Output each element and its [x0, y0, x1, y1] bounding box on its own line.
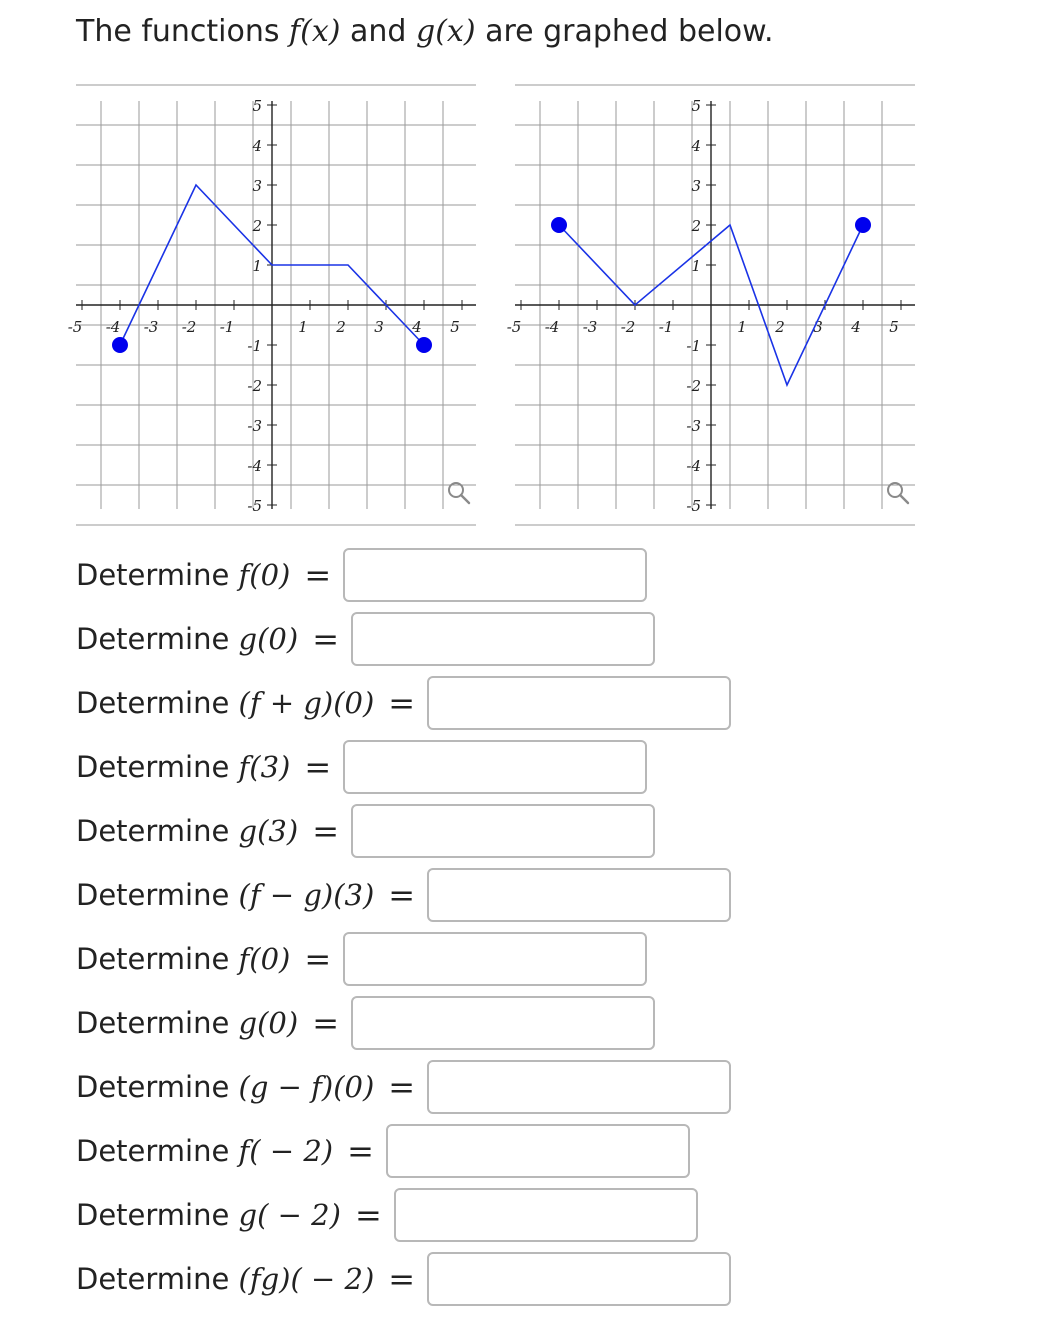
question-prefix: Determine [76, 942, 239, 976]
y-tick-label: 1 [252, 257, 262, 275]
question-row [76, 673, 731, 733]
problem-heading [76, 14, 773, 49]
question-label [76, 750, 290, 784]
answer-input[interactable] [343, 740, 647, 794]
x-tick-label: -2 [181, 318, 197, 336]
question-expression: g(0) [238, 1006, 299, 1040]
y-tick-label: -2 [247, 377, 262, 395]
heading-text-2: and [340, 14, 416, 49]
question-expression: g(3) [238, 814, 299, 848]
question-row [76, 865, 731, 925]
question-prefix: Determine [76, 750, 239, 784]
magnifier-icon[interactable] [449, 483, 469, 503]
question-prefix: Determine [76, 814, 239, 848]
y-tick-label: 1 [691, 257, 701, 275]
y-tick-label: -4 [247, 457, 262, 475]
question-row [76, 929, 647, 989]
x-tick-label: 1 [298, 318, 308, 336]
answer-input[interactable] [351, 612, 655, 666]
answer-input[interactable] [343, 932, 647, 986]
question-row [76, 801, 655, 861]
endpoint-dot [855, 217, 871, 233]
x-tick-label: -1 [219, 318, 235, 336]
question-expression: g(0) [238, 622, 299, 656]
question-row [76, 609, 655, 669]
y-tick-label: -1 [247, 337, 262, 355]
question-label [76, 1006, 298, 1040]
graph-svg[interactable] [506, 95, 915, 515]
question-label [76, 1262, 374, 1296]
question-label [76, 814, 298, 848]
question-expression: (f − g)(3) [238, 878, 375, 912]
answer-input[interactable] [386, 1124, 690, 1178]
question-prefix: Determine [76, 1070, 239, 1104]
answer-input[interactable] [427, 868, 731, 922]
question-label [76, 622, 298, 656]
y-tick-label: -5 [247, 497, 262, 515]
x-tick-label: -3 [582, 318, 598, 336]
y-tick-label: 2 [691, 217, 701, 235]
question-row [76, 1249, 731, 1309]
y-tick-label: 2 [252, 217, 262, 235]
graph-svg[interactable] [67, 95, 476, 515]
question-label [76, 686, 374, 720]
y-tick-label: 4 [691, 137, 701, 155]
endpoint-dot [416, 337, 432, 353]
y-tick-label: -5 [686, 497, 701, 515]
heading-f: f(x) [289, 14, 341, 49]
magnifier-icon[interactable] [888, 483, 908, 503]
answer-input[interactable] [427, 676, 731, 730]
answer-input[interactable] [394, 1188, 698, 1242]
question-prefix: Determine [76, 622, 239, 656]
x-tick-label: -5 [506, 318, 522, 336]
question-expression: (f + g)(0) [238, 686, 375, 720]
equals-sign: = [347, 1132, 374, 1170]
question-label [76, 942, 290, 976]
x-tick-label: 2 [336, 318, 346, 336]
question-prefix: Determine [76, 1006, 239, 1040]
equals-sign: = [354, 1196, 382, 1234]
x-tick-label: 2 [775, 318, 785, 336]
question-expression: (g − f)(0) [238, 1070, 375, 1104]
question-row [76, 993, 655, 1053]
question-prefix: Determine [76, 1262, 239, 1296]
question-expression: g( − 2) [238, 1198, 341, 1232]
y-tick-label: -3 [247, 417, 262, 435]
question-expression: f(0) [238, 942, 291, 976]
graph-f[interactable] [67, 95, 476, 515]
y-tick-label: 5 [691, 97, 701, 115]
question-prefix: Determine [76, 686, 239, 720]
magnifier-handle [900, 495, 908, 503]
question-row [76, 1057, 731, 1117]
equals-sign: = [304, 556, 332, 594]
question-prefix: Determine [76, 1198, 239, 1232]
heading-text-3: are graphed below. [475, 14, 774, 49]
y-tick-label: 5 [252, 97, 262, 115]
equals-sign: = [312, 620, 340, 658]
y-tick-label: 3 [691, 177, 701, 195]
answer-input[interactable] [427, 1252, 731, 1306]
x-tick-label: -4 [544, 318, 560, 336]
x-tick-label: -1 [658, 318, 674, 336]
equals-sign: = [304, 940, 332, 978]
question-row [76, 1185, 698, 1245]
y-tick-label: -1 [686, 337, 701, 355]
answer-input[interactable] [351, 996, 655, 1050]
heading-text-1: The functions [76, 14, 290, 49]
question-label [76, 1070, 374, 1104]
question-expression: f(3) [238, 750, 291, 784]
y-tick-label: 4 [252, 137, 262, 155]
equals-sign: = [388, 684, 416, 722]
endpoint-dot [112, 337, 128, 353]
question-prefix: Determine [76, 1134, 239, 1168]
question-label [76, 558, 290, 592]
magnifier-handle [461, 495, 469, 503]
equals-sign: = [304, 748, 332, 786]
y-tick-label: -2 [686, 377, 701, 395]
question-expression: f( − 2) [238, 1134, 334, 1168]
answer-input[interactable] [343, 548, 647, 602]
answer-input[interactable] [427, 1060, 731, 1114]
equals-sign: = [312, 812, 340, 850]
equals-sign: = [312, 1004, 340, 1042]
equals-sign: = [388, 1068, 416, 1106]
y-tick-label: -3 [686, 417, 701, 435]
x-tick-label: 1 [737, 318, 747, 336]
question-label [76, 1198, 341, 1232]
x-tick-label: 5 [889, 318, 899, 336]
x-tick-label: 4 [851, 318, 861, 336]
question-expression: f(0) [238, 558, 291, 592]
equals-sign: = [388, 876, 416, 914]
question-prefix: Determine [76, 558, 239, 592]
question-label [76, 1134, 333, 1168]
question-row [76, 737, 647, 797]
x-tick-label: 5 [450, 318, 460, 336]
graph-g[interactable] [506, 95, 915, 515]
x-tick-label: 3 [374, 318, 384, 336]
question-expression: (fg)( − 2) [238, 1262, 375, 1296]
endpoint-dot [551, 217, 567, 233]
question-label [76, 878, 374, 912]
x-tick-label: -5 [67, 318, 83, 336]
x-tick-label: 4 [412, 318, 422, 336]
heading-g: g(x) [416, 14, 476, 49]
x-tick-label: -4 [105, 318, 121, 336]
equals-sign: = [388, 1260, 416, 1298]
x-tick-label: -3 [143, 318, 159, 336]
answer-input[interactable] [351, 804, 655, 858]
y-tick-label: 3 [252, 177, 262, 195]
x-tick-label: -2 [620, 318, 636, 336]
x-tick-label: 3 [813, 318, 823, 336]
y-tick-label: -4 [686, 457, 701, 475]
question-row [76, 1121, 690, 1181]
question-row [76, 545, 647, 605]
question-prefix: Determine [76, 878, 239, 912]
